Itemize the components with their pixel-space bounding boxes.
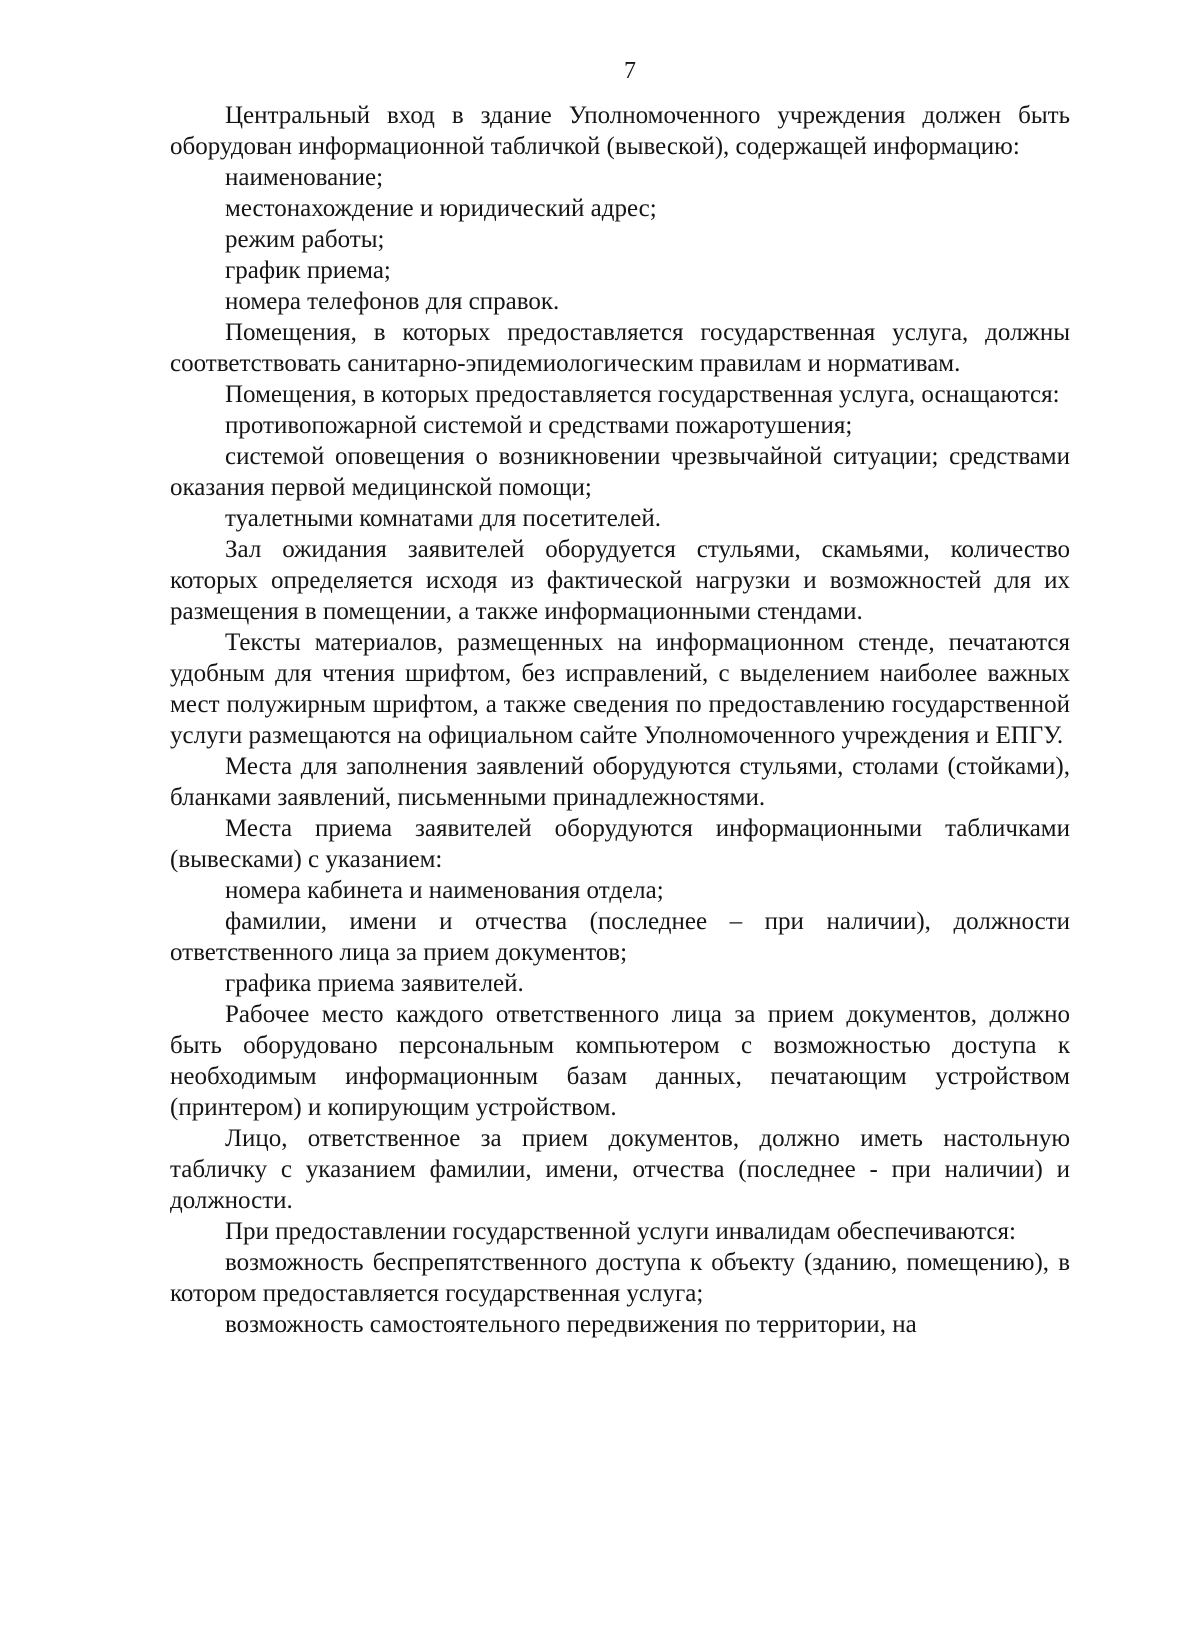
list-item: режим работы; <box>225 226 385 253</box>
list-item: местонахождение и юридический адрес; <box>225 195 657 222</box>
list-item: возможность самостоятельного передвижения по территории, на <box>225 1311 917 1338</box>
paragraph: Помещения, в которых предоставляется государственная услуга, должны соответствовать санитарно-эпидемиологическим правилам и нормативам. <box>170 319 1070 377</box>
list-item: график приема; <box>225 257 391 284</box>
paragraph: Места для заполнения заявлений оборудуются стульями, столами (стойками), бланками заявлений, письменными принадлежностями. <box>170 753 1070 811</box>
document-body <box>170 100 1070 1340</box>
paragraph: Места приема заявителей оборудуются информационными табличками (вывесками) с указанием: <box>170 815 1070 873</box>
page-number: 7 <box>624 58 636 84</box>
paragraph: Зал ожидания заявителей оборудуется стульями, скамьями, количество которых определяется исходя из фактической нагрузки и возможностей для их размещения в помещении, а также информационными стендами. <box>170 536 1070 625</box>
paragraph: Лицо, ответственное за прием документов, должно иметь настольную табличку с указанием фамилии, имени, отчества (последнее - при наличии) и должности. <box>170 1125 1070 1214</box>
list-item: туалетными комнатами для посетителей. <box>225 505 661 532</box>
list-item: фамилии, имени и отчества (последнее – при наличии), должности ответственного лица за прием документов; <box>170 908 1070 966</box>
list-item: возможность беспрепятственного доступа к объекту (зданию, помещению), в котором предоставляется государственная услуга; <box>170 1249 1070 1307</box>
paragraph: Помещения, в которых предоставляется государственная услуга, оснащаются: <box>225 381 1060 408</box>
list-item: номера телефонов для справок. <box>225 288 560 315</box>
list-item: номера кабинета и наименования отдела; <box>225 877 664 904</box>
paragraph: Тексты материалов, размещенных на информационном стенде, печатаются удобным для чтения шрифтом, без исправлений, с выделением наиболее важных мест полужирным шрифтом, а также сведения по предоставлению государственной услуги размещаются на официальном сайте Уполномоченного учреждения и ЕПГУ. <box>170 629 1070 749</box>
list-item: наименование; <box>225 164 384 191</box>
list-item: графика приема заявителей. <box>225 970 524 997</box>
paragraph: Центральный вход в здание Уполномоченного учреждения должен быть оборудован информационной табличкой (вывеской), содержащей информацию: <box>170 102 1070 160</box>
list-item: противопожарной системой и средствами пожаротушения; <box>225 412 853 439</box>
paragraph: Рабочее место каждого ответственного лица за прием документов, должно быть оборудовано персональным компьютером с возможностью доступа к необходимым информационным базам данных, печатающим устройством (принтером) и копирующим устройством. <box>170 1001 1070 1121</box>
paragraph: При предоставлении государственной услуги инвалидам обеспечиваются: <box>225 1218 1016 1245</box>
list-item: системой оповещения о возникновении чрезвычайной ситуации; средствами оказания первой медицинской помощи; <box>170 443 1070 501</box>
